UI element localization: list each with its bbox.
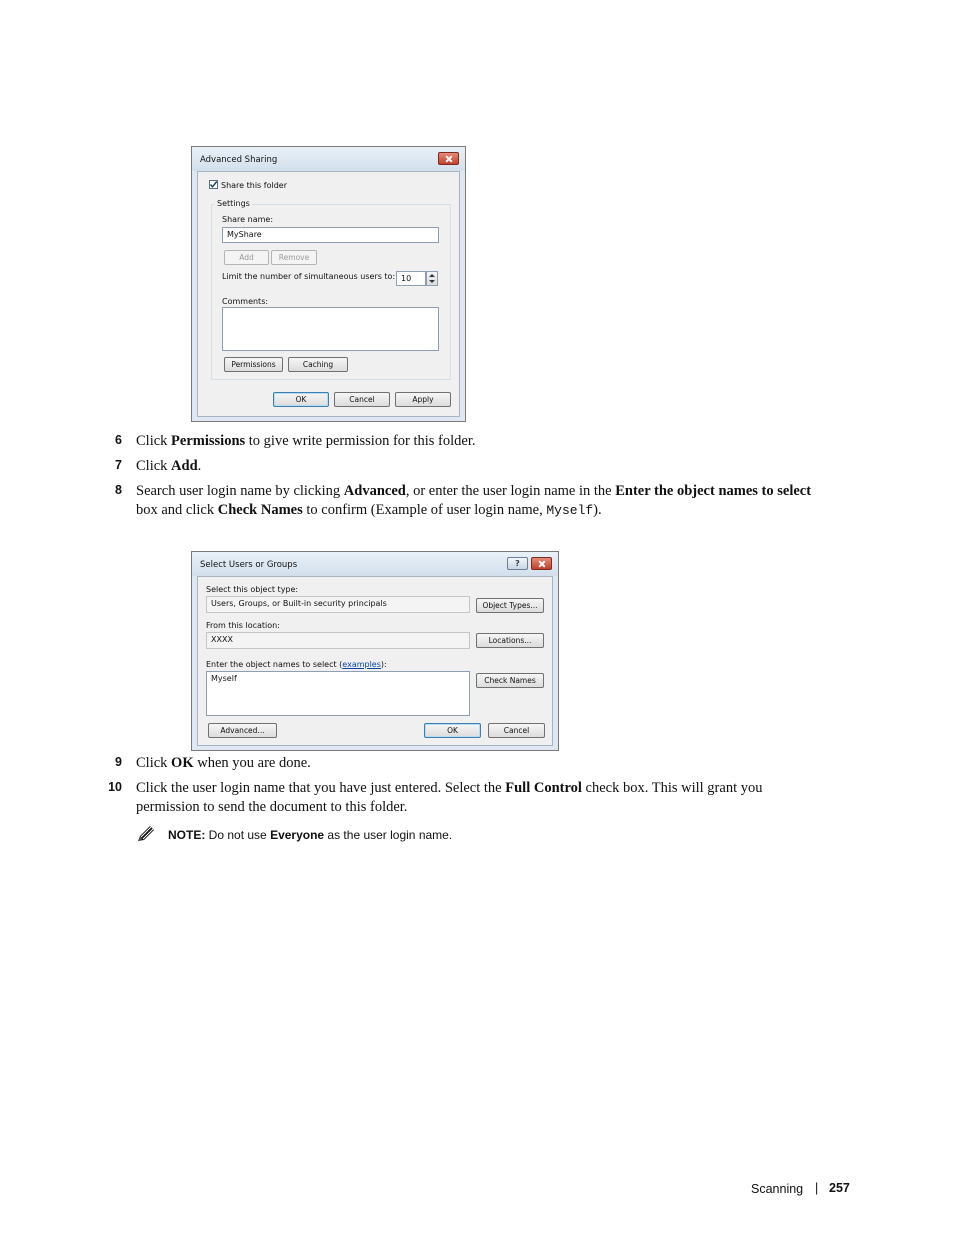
title-bar [192, 147, 465, 171]
step-bold: Full Control [505, 780, 582, 796]
object-type-field: Users, Groups, or Built-in security principals [206, 596, 470, 613]
step-number: 6 [115, 433, 122, 447]
share-name-label: Share name: [222, 215, 274, 224]
step-6-text [136, 432, 476, 451]
note-body: as the user login name. [324, 828, 453, 842]
footer-separator: | [815, 1181, 819, 1195]
share-folder-label: Share this folder [221, 181, 287, 190]
step-text: . [197, 458, 202, 474]
settings-group-label: Settings [217, 199, 250, 208]
page-number: 257 [829, 1181, 850, 1195]
location-label: From this location: [206, 621, 280, 630]
step-bold: Enter the object names to select [615, 483, 812, 499]
step-code: Myself [546, 503, 594, 518]
object-type-label: Select this object type: [206, 585, 299, 594]
step-text: to give write permission for this folder. [245, 433, 476, 449]
cancel-button[interactable]: Cancel [334, 392, 390, 407]
title-bar [192, 552, 558, 576]
step-text: to confirm (Example of user login name, [302, 502, 547, 518]
apply-button[interactable]: Apply [395, 392, 451, 407]
dialog-title: Select Users or Groups [200, 560, 298, 570]
dialog-client-area [197, 171, 460, 417]
close-icon[interactable] [438, 152, 459, 165]
step-number: 7 [115, 458, 122, 472]
step-9-text [136, 754, 311, 773]
step-text: Click [136, 433, 172, 449]
remove-button[interactable]: Remove [271, 250, 317, 265]
step-bold: Advanced [343, 483, 406, 499]
step-bold: OK [171, 755, 194, 771]
step-text: when you are done. [193, 755, 311, 771]
object-types-button[interactable]: Object Types... [476, 598, 544, 613]
cancel-button[interactable]: Cancel [488, 723, 545, 738]
location-field: XXXX [206, 632, 470, 649]
step-number: 10 [108, 780, 122, 794]
step-number: 8 [115, 483, 122, 497]
help-icon[interactable]: ? [507, 557, 528, 570]
add-button[interactable]: Add [224, 250, 269, 265]
step-text: check box. This will grant you [581, 780, 763, 796]
caching-button[interactable]: Caching [288, 357, 348, 372]
spin-down-icon[interactable] [427, 279, 437, 285]
comments-label: Comments: [222, 297, 269, 306]
step-text: , or enter the user login name in the [405, 483, 616, 499]
step-text: Click the user login name that you have just entered. Select the [136, 780, 506, 796]
limit-users-input[interactable]: 10 [396, 271, 426, 286]
footer-section: Scanning [751, 1182, 804, 1196]
spin-up-icon[interactable] [427, 272, 437, 278]
step-bold: Permissions [171, 433, 246, 449]
step-text: box and click [136, 502, 218, 518]
step-10-line-2: permission to send the document to this folder. [136, 799, 408, 815]
examples-link[interactable]: examples [342, 660, 381, 669]
select-users-dialog [191, 551, 559, 751]
step-10-line-1 [136, 779, 762, 798]
comments-textarea[interactable] [222, 307, 439, 351]
advanced-button[interactable]: Advanced... [208, 723, 277, 738]
step-text: Click [136, 458, 172, 474]
step-text: ). [593, 502, 602, 518]
note-label: NOTE: [168, 828, 206, 842]
ok-button[interactable]: OK [273, 392, 329, 407]
label-text: Enter the object names to select ( [206, 660, 343, 669]
step-text: Click [136, 755, 172, 771]
dialog-title: Advanced Sharing [200, 155, 278, 165]
enter-names-label [206, 660, 387, 669]
note-body: Do not use [205, 828, 271, 842]
step-bold: Add [171, 458, 198, 474]
advanced-sharing-dialog [191, 146, 466, 422]
ok-button[interactable]: OK [424, 723, 481, 738]
note-pencil-icon [136, 825, 158, 843]
dialog-client-area [197, 576, 553, 746]
permissions-button[interactable]: Permissions [224, 357, 283, 372]
limit-users-spinner[interactable] [426, 271, 438, 286]
object-names-input[interactable]: Myself [206, 671, 470, 716]
step-8-line-1 [136, 482, 811, 501]
label-text: ): [380, 660, 387, 669]
checkmark-icon [209, 180, 218, 189]
step-text: Search user login name by clicking [136, 483, 344, 499]
note-bold: Everyone [270, 828, 325, 842]
note-text [168, 828, 452, 842]
locations-button[interactable]: Locations... [476, 633, 544, 648]
share-name-input[interactable]: MyShare [222, 227, 439, 243]
check-names-button[interactable]: Check Names [476, 673, 544, 688]
share-folder-checkbox[interactable] [209, 180, 218, 189]
step-7-text [136, 457, 201, 476]
step-bold: Check Names [217, 502, 303, 518]
limit-users-label: Limit the number of simultaneous users to: [222, 272, 396, 281]
close-icon[interactable] [531, 557, 552, 570]
step-8-line-2 [136, 501, 602, 520]
step-number: 9 [115, 755, 122, 769]
